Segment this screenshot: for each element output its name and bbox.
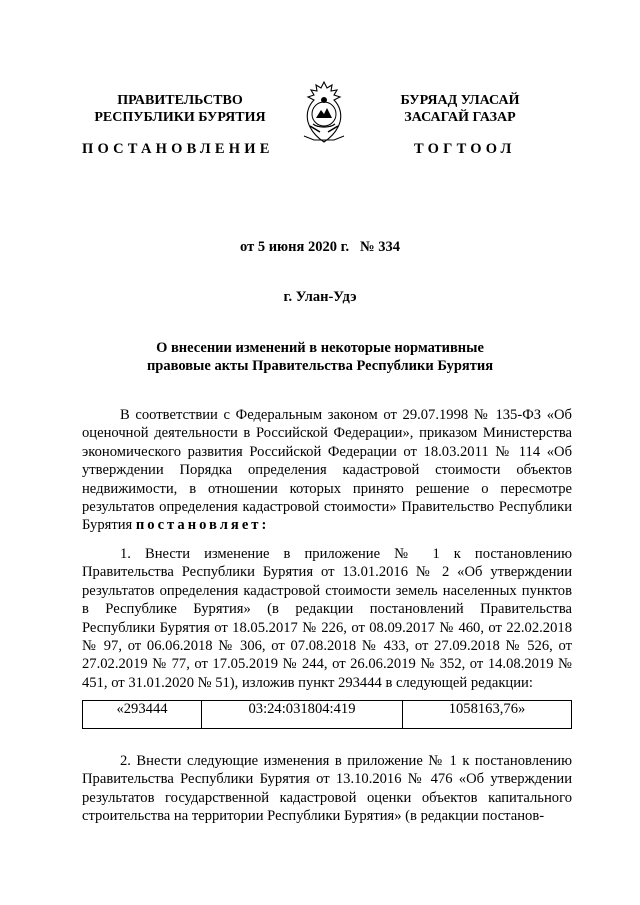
government-name-ru: ПРАВИТЕЛЬСТВО <box>117 93 243 108</box>
item-1-text: 1. Внести изменение в приложение № 1 к постановлению Правительства Республики Бурятия от 13.01.2016 № 2 «Об утверждении результатов определения кадастровой стоимости земель населенных пунктов в Республике Бурятия» (в редакции постановлений Правительства Республики Бурятия от 18.05.2017 № 226, от 08.09.2017 № 460, от 22.02.2018 № 97, от 06.06.2018 № 306, от 07.08.2018 № 433, от 27.09.2018 № 526, от 27.02.2019 № 77, от 17.05.2019 № 244, от 26.06.2019 № 352, от 14.08.2019 № 451, от 31.01.2020 № 51), изложив пункт 293444 в следующей редакции: <box>82 546 572 691</box>
doc-type-bua: ТОГТООЛ <box>414 141 516 157</box>
header-left <box>80 92 280 126</box>
title-line-2: правовые акты Правительства Республики Бурятия <box>146 358 494 374</box>
table-cell-point: «293444 <box>83 701 202 729</box>
header-right <box>370 92 550 126</box>
doc-type-ru: ПОСТАНОВЛЕНИЕ <box>82 141 274 157</box>
republic-name-ru: РЕСПУБЛИКИ БУРЯТИЯ <box>94 110 266 125</box>
government-name-bua-2: ЗАСАГАЙ ГАЗАР <box>404 110 516 125</box>
date-and-number: от 5 июня 2020 г. № 334 <box>240 239 400 255</box>
table-cell-cadastral-number: 03:24:031804:419 <box>202 701 403 729</box>
table-row <box>83 701 572 729</box>
document-title <box>0 339 640 375</box>
preamble-text: В соответствии с Федеральным законом от 29.07.1998 № 135-ФЗ «Об оценочной деятельности в Российской Федерации», приказом Министерства экономического развития Российской Федерации от 18.03.2011 № 114 «Об утверждении Порядка определения кадастровой стоимости объектов недвижимости, в отношении которых принято решение о пересмотре результатов определения кадастровой стоимости» Правительство Республики Бурятия <box>82 407 572 534</box>
emblem-icon <box>296 80 352 146</box>
table-cell-value: 1058163,76» <box>403 701 572 729</box>
city: г. Улан-Удэ <box>283 289 357 305</box>
preamble-paragraph <box>82 406 572 535</box>
item-2 <box>82 752 572 826</box>
item-1 <box>82 545 572 692</box>
coat-of-arms-emblem <box>296 80 352 146</box>
amendment-table <box>82 700 572 729</box>
government-name-bua: БУРЯАД УЛАСАЙ <box>400 93 520 108</box>
preamble <box>82 406 572 535</box>
decree-word: постановляет: <box>135 517 270 534</box>
title-line-1: О внесении изменений в некоторые нормативные <box>156 340 484 356</box>
item-2-text: 2. Внести следующие изменения в приложение № 1 к постановлению Правительства Республики Бурятия от 13.10.2016 № 476 «Об утверждении результатов государственной кадастровой оценки объектов капитального строительства на территории Республики Бурятия» (в редакции постанов- <box>82 753 572 825</box>
